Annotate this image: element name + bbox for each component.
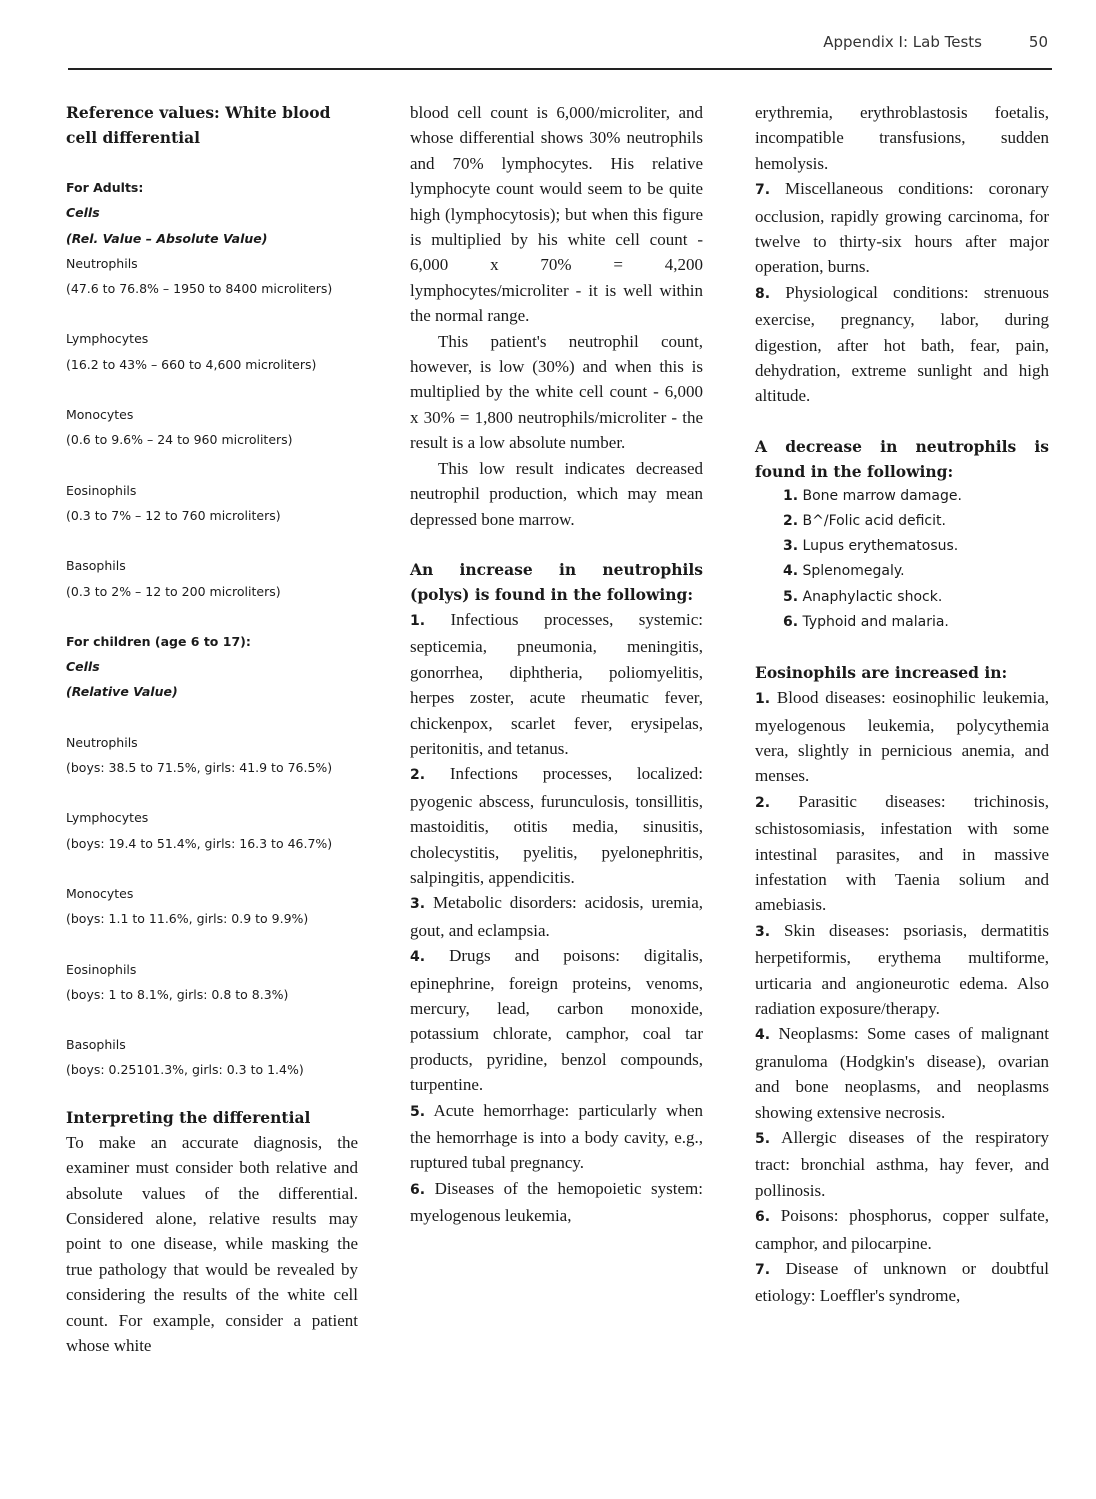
children-label: For children (age 6 to 17): — [66, 633, 251, 649]
list-item: 1. Bone marrow damage. — [783, 487, 962, 504]
cells-label: Cells — [66, 205, 100, 221]
column-3 — [755, 100, 1049, 1309]
page-header — [68, 30, 1052, 70]
increase-heading: An increase in neutrophils (polys) is found in the following: — [410, 559, 703, 604]
list-item: 4. Drugs and poisons: digitalis, epinephrine, foreign proteins, venoms, mercury, lead, carbon monoxide, potassium chlorate, camphor, coal tar products, pyridine, benzol compounds, turpentine. — [410, 946, 703, 1095]
page-number: 50 — [1028, 33, 1048, 51]
paragraph: This patient's neutrophil count, however, is low (30%) and when this is multiplied by the white cell count - 6,000 x 30% = 1,800 neutrophils/microliter - the result is a low absolute number. — [410, 331, 703, 453]
entry-name: Eosinophils — [66, 482, 137, 498]
list-item: 8. Physiological conditions: strenuous exercise, pregnancy, labor, during digestion, after hot bath, fear, pain, dehydration, extreme sunlight and high altitude. — [755, 282, 1049, 406]
entry-value: (0.3 to 7% – 12 to 760 microliters) — [66, 507, 281, 523]
list-item: 1. Infectious processes, systemic: septicemia, pneumonia, meningitis, gonorrhea, diphtheria, poliomyelitis, herpes zoster, acute rheumatic fever, chickenpox, scarlet fever, erysipelas, peritonitis, and tetanus. — [410, 609, 703, 758]
list-item: 6. Poisons: phosphorus, copper sulfate, camphor, and pilocarpine. — [755, 1206, 1050, 1253]
entry-name: Lymphocytes — [66, 810, 149, 826]
list-item: 5. Allergic diseases of the respiratory tract: bronchial asthma, hay fever, and pollinosis. — [755, 1128, 1049, 1200]
entry-value: (16.2 to 43% – 660 to 4,600 microliters) — [66, 356, 317, 372]
entry-name: Neutrophils — [66, 734, 138, 750]
list-item: 2. Infections processes, localized: pyogenic abscess, furunculosis, tonsillitis, mastoiditis, otitis media, sinusitis, cholecystitis, pyelitis, pyelonephritis, salpingitis, appendicitis. — [410, 764, 703, 887]
adults-label: For Adults: — [66, 180, 144, 195]
child-entry — [66, 957, 358, 1008]
adult-entry — [66, 553, 358, 604]
reference-heading: Reference values: White blood cell differential — [66, 103, 331, 147]
entry-value: (boys: 0.25101.3%, girls: 0.3 to 1.4%) — [66, 1062, 304, 1078]
entry-value: (boys: 38.5 to 71.5%, girls: 41.9 to 76.5%) — [66, 760, 333, 776]
list-item: 3. Skin diseases: psoriasis, dermatitis herpetiformis, erythema multiforme, urticaria and angioneurotic edema. Also radiation exposure/therapy. — [755, 920, 1050, 1018]
entry-value: (0.6 to 9.6% – 24 to 960 microliters) — [66, 432, 293, 448]
list-item: 7. Miscellaneous conditions: coronary occlusion, rapidly growing carcinoma, for twelve to thirty-six hours after major operation, burns. — [755, 179, 1049, 277]
list-item: 2. B^/Folic acid deficit. — [783, 513, 946, 530]
rel-abs-label: (Rel. Value – Absolute Value) — [66, 230, 268, 246]
list-item: 7. Disease of unknown or doubtful etiology: Loeffler's syndrome, — [755, 1259, 1049, 1306]
entry-name: Basophils — [66, 1037, 126, 1053]
paragraph: This low result indicates decreased neutrophil production, which may mean depressed bone marrow. — [410, 458, 703, 529]
header-title: Appendix I: Lab Tests — [823, 33, 982, 51]
adult-entry — [66, 251, 358, 302]
entry-value: (boys: 19.4 to 51.4%, girls: 16.3 to 46.7%) — [66, 835, 333, 851]
entry-value: (boys: 1.1 to 11.6%, girls: 0.9 to 9.9%) — [66, 911, 309, 927]
relative-label: (Relative Value) — [66, 684, 178, 700]
entry-value: (0.3 to 2% – 12 to 200 microliters) — [66, 583, 281, 599]
entry-value: (47.6 to 76.8% – 1950 to 8400 microliters) — [66, 281, 333, 297]
list-item: 4. Neoplasms: Some cases of malignant granuloma (Hodgkin's disease), ovarian and bone neoplasms, and neoplasms showing extensive necrosis. — [755, 1024, 1049, 1122]
list-item: 2. Parasitic diseases: trichinosis, schistosomiasis, infestation with some intestinal parasites, and in massive infestation with Taenia solium and amebiasis. — [755, 791, 1049, 915]
list-item: 5. Acute hemorrhage: particularly when the hemorrhage is into a body cavity, e.g., ruptured tubal pregnancy. — [410, 1100, 704, 1173]
list-item: 5. Anaphylactic shock. — [783, 588, 943, 605]
list-item: 1. Blood diseases: eosinophilic leukemia, myelogenous leukemia, polycythemia vera, slightly in pernicious anemia, and menses. — [755, 688, 1049, 786]
list-item: 3. Lupus erythematosus. — [783, 538, 959, 555]
eosinophils-heading: Eosinophils are increased in: — [755, 663, 1008, 683]
paragraph: blood cell count is 6,000/microliter, and whose differential shows 30% neutrophils and 70% lymphocytes. His relative lymphocyte count would seem to be quite high (lymphocytosis); but when this figure is multiplied by his white cell count - 6,000 x 70% = 4,200 lymphocytes/microliter - it is well within the normal range. — [410, 103, 703, 326]
cells-label-2: Cells — [66, 659, 100, 675]
entry-name: Eosinophils — [66, 961, 137, 977]
child-entry — [66, 805, 358, 856]
interpreting-text: To make an accurate diagnosis, the examiner must consider both relative and absolute values of the differential. Considered alone, relative results may point to one disease, while masking the true pathology that would be revealed by considering the results of the white cell count. For example, consider a patient whose white — [66, 1132, 358, 1355]
interpreting-heading: Interpreting the differential — [66, 1107, 311, 1127]
adult-entry — [66, 478, 358, 529]
column-2 — [410, 100, 703, 1229]
entry-name: Lymphocytes — [66, 331, 149, 347]
column-1 — [66, 100, 358, 1358]
adult-entry — [66, 326, 358, 377]
list-item: 6. Diseases of the hemopoietic system: myelogenous leukemia, — [410, 1178, 704, 1226]
child-entry — [66, 730, 358, 781]
adult-entry — [66, 402, 358, 453]
child-entry — [66, 881, 358, 932]
child-entry — [66, 1032, 358, 1083]
list-item: 3. Metabolic disorders: acidosis, uremia, gout, and eclampsia. — [410, 893, 703, 940]
entry-name: Basophils — [66, 558, 126, 574]
decrease-list — [755, 484, 1049, 635]
entry-value: (boys: 1 to 8.1%, girls: 0.8 to 8.3%) — [66, 986, 289, 1002]
entry-name: Monocytes — [66, 885, 134, 901]
entry-name: Monocytes — [66, 407, 134, 423]
decrease-heading: A decrease in neutrophils is found in the following: — [755, 436, 1049, 481]
list-item: 4. Splenomegaly. — [783, 563, 905, 580]
list-item: 6. Typhoid and malaria. — [783, 613, 949, 630]
entry-name: Neutrophils — [66, 255, 138, 271]
list-item: erythremia, erythroblastosis foetalis, incompatible transfusions, sudden hemolysis. — [755, 103, 1049, 173]
